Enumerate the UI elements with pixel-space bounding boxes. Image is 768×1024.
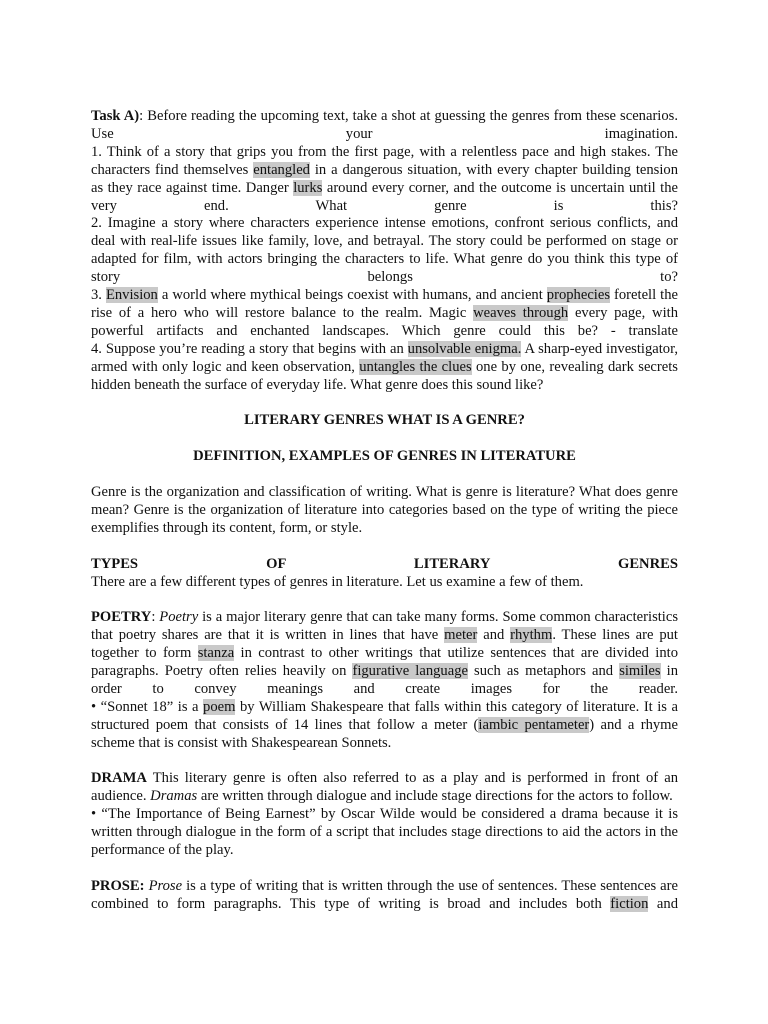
task-label: Task A) bbox=[91, 108, 140, 124]
drama-paragraph: DRAMA This literary genre is often also referred to as a play and is performed in front of an audience. Dramas are written through dialogue and include stage directions for the actors to follow. bbox=[91, 770, 678, 805]
highlight-poem: poem bbox=[203, 698, 236, 715]
prose-label: PROSE: bbox=[91, 877, 145, 894]
highlight-fiction: fiction bbox=[610, 895, 649, 912]
highlight-envision: Envision bbox=[105, 287, 158, 304]
drama-label: DRAMA bbox=[91, 770, 147, 787]
heading-literary-genres: LITERARY GENRES WHAT IS A GENRE? bbox=[244, 412, 525, 429]
scenario-2: 2. Imagine a story where characters experience intense emotions, confront serious conflicts, and deal with real-life issues like family, love, and betrayal. The story could be performed on stage or adapted for film, with actors bringing the characters to life. What genre do you think this type of story belongs to? bbox=[91, 215, 678, 286]
highlight-untangles-the-clues: untangles the clues bbox=[359, 358, 472, 375]
types-heading: TYPES OF LITERARY GENRES bbox=[91, 555, 678, 572]
highlight-figurative-language: figurative language bbox=[352, 663, 468, 680]
scenario-1: 1. Think of a story that grips you from the first page, with a relentless pace and high stakes. The characters find themselves entangled in a dangerous situation, with every chapter building tension as they race against time. Danger lurks around every corner, and the outcome is uncertain until the very end. What genre is this? bbox=[91, 143, 679, 214]
task-intro: Task A): Before reading the upcoming text, take a shot at guessing the genres from these scenarios. Use your imagination. bbox=[91, 108, 678, 142]
highlight-prophecies: prophecies bbox=[546, 287, 611, 304]
poetry-label: POETRY bbox=[91, 609, 152, 626]
drama-example: • “The Importance of Being Earnest” by Oscar Wilde would be considered a drama because it is written through dialogue in the form of a script that includes stage directions to aid the actors in the performance of the play. bbox=[91, 806, 678, 859]
highlight-unsolvable-enigma: unsolvable enigma. bbox=[407, 340, 522, 357]
heading-definition: DEFINITION, EXAMPLES OF GENRES IN LITERATURE bbox=[193, 448, 576, 465]
highlight-iambic-pentameter: iambic pentameter bbox=[478, 716, 590, 733]
highlight-rhythm: rhythm bbox=[510, 627, 553, 644]
poetry-paragraph: POETRY: Poetry is a major literary genre that can take many forms. Some common characteristics that poetry shares are that it is written in lines that have meter and rhythm. These lines are put together to form stanza in contrast to other writings that utilize sentences that are divided into paragraphs. Poetry often relies heavily on figurative language such as metaphors and similes in order to convey meanings and create images for the reader. bbox=[91, 609, 679, 697]
scenario-3: 3. Envision a world where mythical beings coexist with humans, and ancient prophecies foretell the rise of a hero who will restore balance to the realm. Magic weaves through every page, with powerful artifacts and enchanted landscapes. Which genre could this be? - translate bbox=[91, 287, 679, 339]
types-text: There are a few different types of genres in literature. Let us examine a few of them. bbox=[91, 573, 584, 590]
highlight-entangled: entangled bbox=[253, 161, 310, 178]
highlight-meter: meter bbox=[444, 627, 478, 644]
prose-paragraph: PROSE: Prose is a type of writing that is written through the use of sentences. These sentences are combined to form paragraphs. This type of writing is broad and includes both fiction and bbox=[91, 877, 678, 912]
document-page bbox=[91, 108, 678, 914]
highlight-similes: similes bbox=[619, 663, 661, 680]
scenario-4: 4. Suppose you’re reading a story that begins with an unsolvable enigma. A sharp-eyed investigator, armed with only logic and keen observation, untangles the clues one by one, revealing dark secrets hidden beneath the surface of everyday life. What genre does this sound like? bbox=[91, 340, 679, 393]
highlight-stanza: stanza bbox=[197, 645, 235, 662]
highlight-lurks: lurks bbox=[293, 179, 323, 196]
highlight-weaves-through: weaves through bbox=[473, 304, 569, 321]
definition-paragraph: Genre is the organization and classification of writing. What is genre is literature? What does genre mean? Genre is the organization of literature into categories based on the type of writing the piece exemplifies through its content, form, or style. bbox=[91, 483, 678, 536]
poetry-example: • “Sonnet 18” is a poem by William Shakespeare that falls within this category of literature. It is a structured poem that consists of 14 lines that follow a meter (iambic pentameter) and a rhyme scheme that is consist with Shakespearean Sonnets. bbox=[91, 698, 678, 751]
